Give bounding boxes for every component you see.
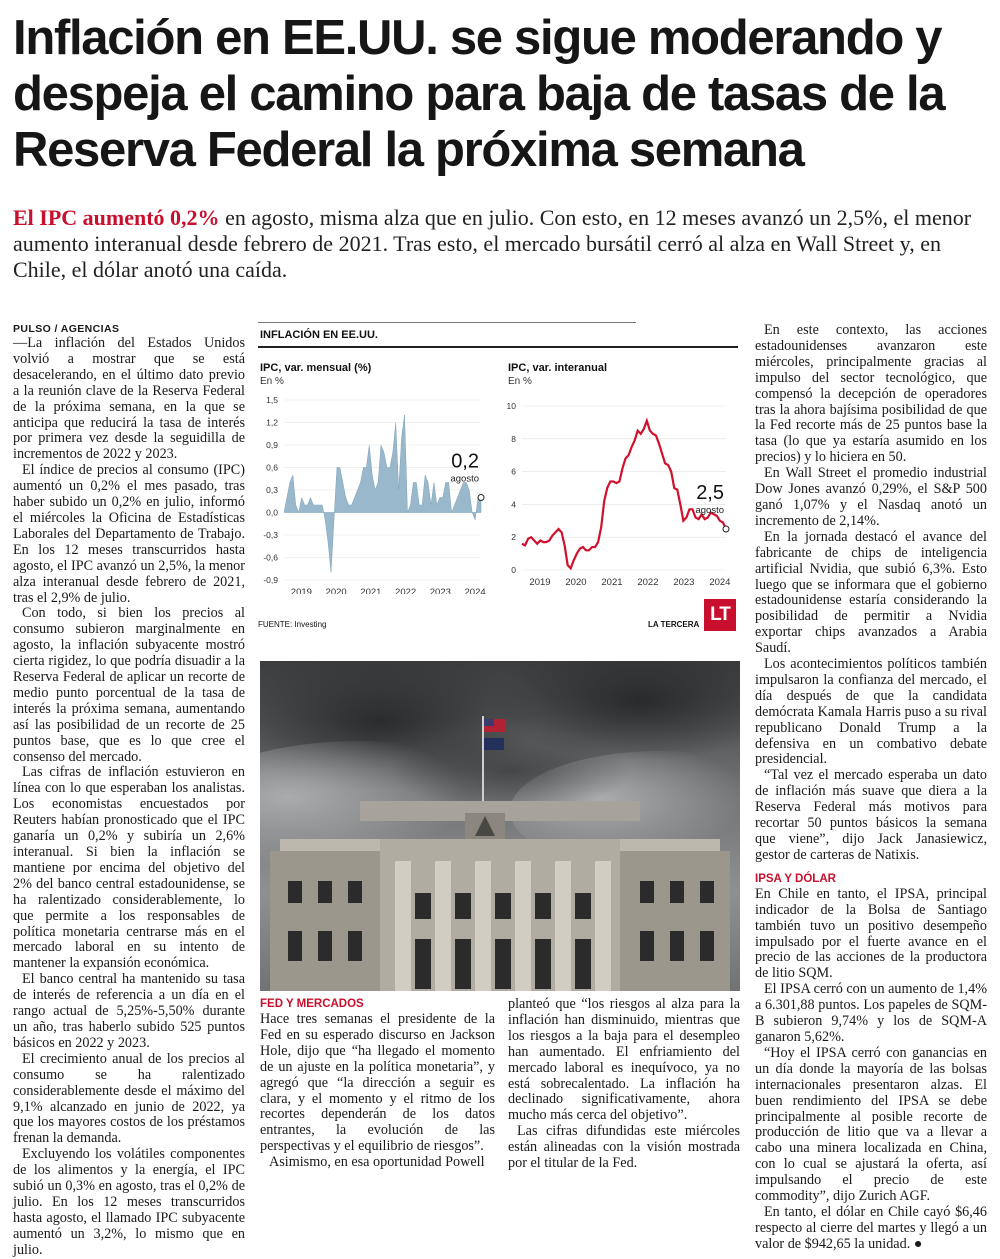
lead-paragraph — [13, 205, 988, 283]
chart-1-title: IPC, var. mensual (%) — [260, 362, 372, 374]
paragraph: Las cifras difundidas este miércoles están alineadas con la visión mostrada por el titular de la Fed. — [508, 1123, 740, 1172]
paragraph: “Hoy el IPSA cerró con ganancias en un día donde la mayoría de las bolsas internacionales presentaron alzas. El buen rendimiento del IPSA se debe principalmente al posible recorte de producción de litio que va a llevar a cabo una minera localizada en China, con lo cual se ajustará la oferta, así impulsando el precio de este commodity”, dijo Zurich AGF. — [755, 1044, 987, 1205]
article-column-2b — [508, 997, 740, 1172]
paragraph: En la jornada destacó el avance del fabricante de chips de inteligencia artificial Nvidia, que subió 6,3%. Esto luego que se informara que el gobierno estadounidense estaría considerando la posibilidad de permitir a Nvidia exportar chips avanzados a Arabia Saudí. — [755, 528, 987, 657]
chart-source: FUENTE: Investing — [258, 620, 327, 629]
federal-reserve-photo — [260, 661, 740, 991]
paragraph: En tanto, el dólar en Chile cayó $6,46 respecto al cierre del martes y llegó a un valor de $942,65 la unidad. ● — [755, 1203, 987, 1252]
x-tick-label: 2019 — [290, 587, 312, 594]
y-tick-label: 1,5 — [266, 395, 278, 405]
y-tick-label: 10 — [506, 401, 516, 411]
last-point-marker — [723, 526, 729, 532]
paragraph: Los acontecimientos políticos también impulsaron la confianza del mercado, el día después de que la candidata demócrata Kamala Harris puso a su rival republicano Donald Trump a la defensiva en un combativo debate presidencial. — [755, 656, 987, 768]
x-tick-label: 2023 — [673, 577, 695, 588]
chart-2-title: IPC, var. interanual — [508, 362, 608, 374]
paragraph: El banco central ha mantenido su tasa de interés de referencia a un día en el rango actual de 5,25%-5,50% durante un año, tras haberlo subido 525 puntos básicos en 2022 y 2023. — [13, 971, 245, 1051]
end-mark-icon: ● — [910, 1235, 923, 1252]
y-tick-label: 2 — [511, 532, 516, 543]
paragraph: Con todo, si bien los precios al consumo subieron marginalmente en agosto, la inflación subyacente mostró cierta rigidez, lo que podría disuadir a la Reserva Federal de aplicar un recorte de medio punto porcentual de la tasa de interés la próxima semana, aumentando así las posibilidad de un recorte de 25 puntos base, que es lo que cree el consenso del mercado. — [13, 605, 245, 765]
article-column-2a — [260, 997, 495, 1171]
paragraph: El crecimiento anual de los precios al consumo se ha ralentizado considerablemente desde el máximo del 9,1% alcanzado en junio de 2022, ya que los mayores costos de los préstamos frenan la demanda. — [13, 1050, 245, 1147]
paragraph: En Chile en tanto, el IPSA, principal indicador de la Bolsa de Santiago también tuvo un positivo desempeño impulsado por el fuerte avance en el precio de las acciones de la productora de litio SQM. — [755, 885, 987, 982]
paragraph: El IPSA cerró con un aumento de 1,4% a 6.301,88 puntos. Los papeles de SQM-B subieron 9,74% y los de SQM-A ganaron 5,62%. — [755, 981, 988, 1045]
article-column-3 — [755, 323, 987, 1253]
paragraph: El índice de precios al consumo (IPC) aumentó un 0,2% el mes pasado, tras haber subido un 0,2% en julio, informó el miércoles la Oficina de Estadísticas Laborales del Departamento de Trabajo. En los 12 meses transcurridos hasta agosto, el IPC avanzó un 2,5%, la menor alza interanual desde febrero de 2021, tras el 2,9% de julio. — [13, 462, 245, 606]
divider — [258, 346, 738, 348]
paragraph: planteó que “los riesgos al alza para la inflación han disminuido, mientras que los riesgos a la baja para el desempleo han aumentado. El enfriamiento del mercado laboral es inequívoco, ya no está sobrecalentado. La inflación ha declinado significativamente, ahora mucho más cerca del objetivo”. — [508, 996, 740, 1124]
x-tick-label: 2020 — [325, 587, 347, 594]
headline: Inflación en EE.UU. se sigue moderando y despeja el camino para baja de tasas de la Reserva Federal la próxima semana — [13, 11, 945, 177]
y-tick-label: 6 — [511, 466, 516, 477]
paragraph: Asimismo, en esa oportunidad Powell — [269, 1154, 485, 1171]
annual-cpi-chart — [506, 384, 738, 594]
x-tick-label: 2021 — [601, 577, 623, 588]
paragraph: Hace tres semanas el presidente de la Fed en su esperado discurso en Jackson Hole, dijo que “ha llegado el momento de un ajuste en la política monetaria”, y agregó que “la dirección a seguir es clara, y el momento y el ritmo de los recortes dependerán de los datos entrantes, la evolución de las perspectivas y el equilibrio de riesgos”. — [260, 1011, 495, 1155]
chart-title: INFLACIÓN EN EE.UU. — [260, 329, 378, 341]
paragraph: Excluyendo los volátiles componentes de los alimentos y la energía, el IPC subió un 0,3% en agosto, tras el 0,2% de julio. En los 12 meses transcurridos hasta agosto, el llamado IPC subyacente aumentó un 3,2%, lo mismo que en julio. — [13, 1146, 245, 1258]
paragraph: —La inflación del Estados Unidos volvió a mostrar que se está desacelerando, en el último dato previo a la reunión clave de la Reserva Federal de la próxima semana, en la que se anticipa que reducirá la tasa de interés por primera vez desde la seguidilla de incrementos de 2022 y 2023. — [13, 335, 245, 463]
last-point-marker — [478, 495, 484, 501]
y-tick-label: -0,3 — [263, 530, 278, 540]
last-value-sublabel: agosto — [450, 473, 479, 485]
y-tick-label: 0 — [511, 565, 516, 575]
subhead-ipsa: IPSA Y DÓLAR — [755, 872, 836, 885]
y-tick-label: 8 — [511, 433, 516, 444]
inflation-chart — [258, 322, 738, 634]
y-tick-label: 4 — [511, 499, 516, 510]
x-tick-label: 2024 — [464, 587, 486, 594]
y-tick-label: 0,3 — [266, 485, 278, 495]
chart-brand: LA TERCERA — [648, 620, 700, 629]
x-tick-label: 2024 — [709, 577, 731, 588]
x-tick-label: 2019 — [529, 577, 551, 588]
last-value-sublabel: agosto — [695, 505, 724, 516]
paragraph: En Wall Street el promedio industrial Dow Jones avanzó 0,29%, el S&P 500 ganó 1,07% y el Nasdaq anotó un incremento de 2,14%. — [755, 465, 987, 529]
x-tick-label: 2020 — [565, 577, 587, 588]
x-tick-label: 2022 — [395, 587, 417, 594]
monthly-cpi-area — [284, 415, 481, 573]
y-tick-label: 0,0 — [266, 507, 278, 518]
divider — [258, 322, 636, 323]
y-tick-label: 0,6 — [266, 462, 278, 473]
subhead-fed: FED Y MERCADOS — [260, 998, 364, 1010]
byline: PULSO / AGENCIAS — [13, 323, 120, 335]
y-tick-label: -0,6 — [263, 552, 278, 563]
lead-text: en agosto, misma alza que en julio. Con esto, en 12 meses avanzó un 2,5%, el menor aumento interanual desde febrero de 2021. Tras esto, el mercado bursátil cerró al alza en Wall Street y, en Chile, el dólar anotó una caída. — [13, 205, 972, 282]
la-tercera-logo: LT — [704, 599, 736, 631]
article-column-1 — [13, 323, 245, 1259]
chart-1-unit: En % — [260, 376, 284, 387]
lead-highlight: El IPC aumentó 0,2% — [13, 205, 220, 230]
chart-2-unit: En % — [508, 376, 532, 387]
x-tick-label: 2022 — [637, 577, 659, 588]
last-value-label: 2,5 — [696, 482, 724, 504]
y-tick-label: -0,9 — [263, 575, 278, 585]
monthly-cpi-chart — [258, 384, 493, 594]
paragraph: Las cifras de inflación estuvieron en línea con lo que esperaban los analistas. Los economistas encuestados por Reuters habían pronosticado que el IPC ganaría un 0,2% y subiría un 2,6% interanual. Si bien la inflación se mantiene por encima del objetivo del 2% del banco central estadounidense, se ha ralentizado considerablemente, lo que permite a los responsables de política monetaria centrarse más en el mercado laboral en su intento de mantener la expansión económica. — [13, 764, 245, 972]
y-tick-label: 1,2 — [266, 417, 278, 428]
y-tick-label: 0,9 — [266, 440, 278, 450]
paragraph: “Tal vez el mercado esperaba un dato de inflación más suave que diera a la Reserva Federal más motivos para recortar 50 puntos básicos la semana que viene”, dijo Jack Janasiewicz, gestor de carteras de Natixis. — [755, 767, 987, 863]
x-tick-label: 2021 — [360, 587, 382, 594]
x-tick-label: 2023 — [429, 587, 451, 594]
last-value-label: 0,2 — [451, 450, 479, 473]
paragraph: En este contexto, las acciones estadounidenses avanzaron este miércoles, principalmente gracias al impulso del sector tecnológico, que compensó la decepción de operadores tras la ahora bajísima posibilidad de que la Fed recorte más de 25 puntos base la tasa (lo que ya estaría asumido en los precios) y lo hiciera en 50. — [755, 322, 987, 466]
